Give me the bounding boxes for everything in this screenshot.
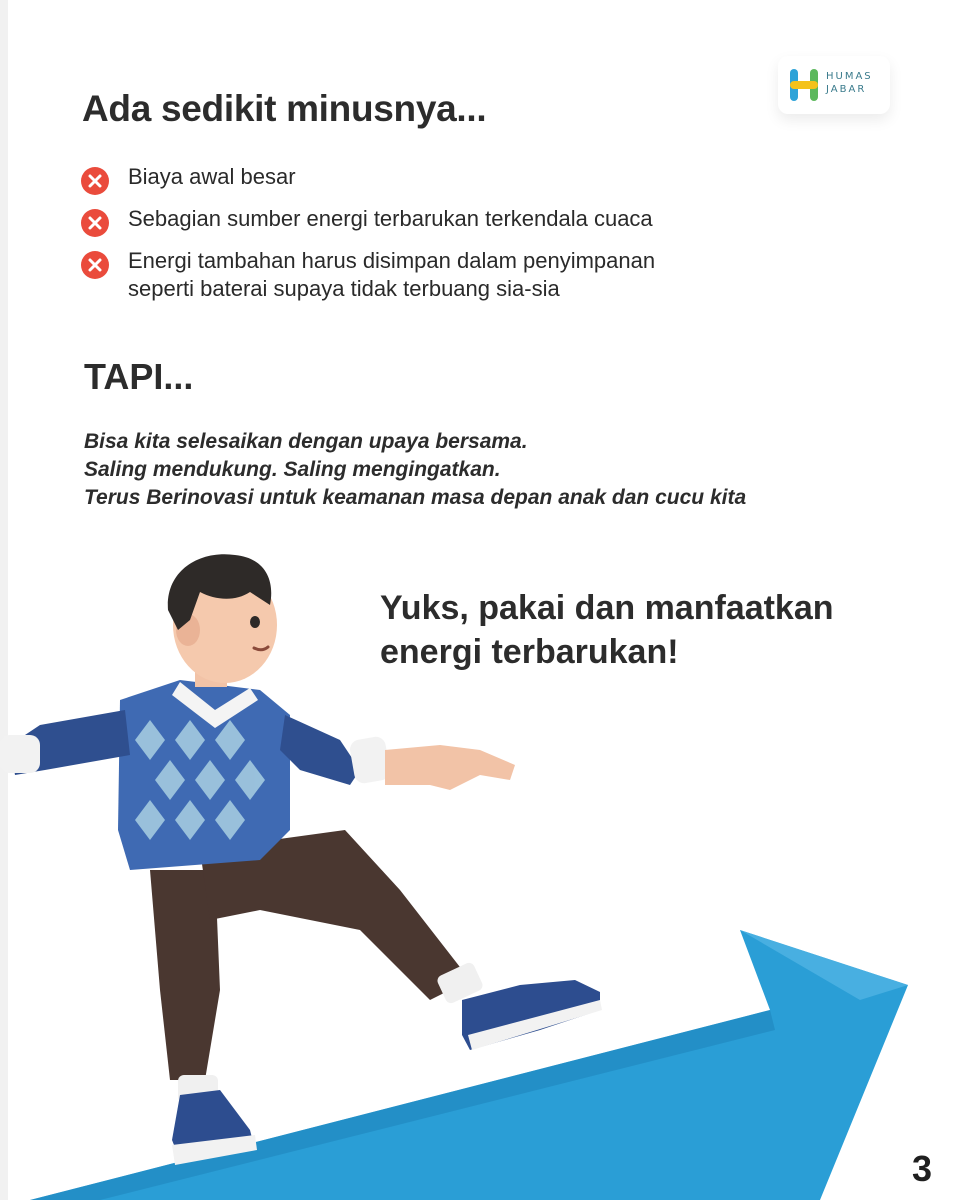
x-circle-icon	[80, 166, 110, 196]
cons-list	[80, 163, 840, 317]
cons-item	[80, 247, 840, 303]
logo-mark-icon	[788, 65, 822, 105]
cons-item-text-line1: Energi tambahan harus disimpan dalam penyimpanan	[128, 248, 656, 273]
x-circle-icon	[80, 250, 110, 280]
page-number: 3	[912, 1148, 933, 1189]
but-heading: TAPI...	[84, 356, 194, 397]
call-to-action	[380, 586, 940, 674]
motto-line: Bisa kita selesaikan dengan upaya bersama.	[84, 430, 528, 453]
cons-item	[80, 205, 840, 233]
cta-line2: energi terbarukan!	[380, 633, 679, 671]
cons-item-text-line2: seperti baterai supaya tidak terbuang sia-sia	[128, 276, 560, 301]
logo-text-line2: JABAR	[826, 84, 867, 95]
cons-heading: Ada sedikit minusnya...	[82, 88, 487, 129]
motto-line: Terus Berinovasi untuk keamanan masa depan anak dan cucu kita	[84, 486, 747, 509]
cons-item-text: Sebagian sumber energi terbarukan terkendala cuaca	[128, 206, 653, 231]
motto-text	[84, 428, 944, 512]
motto-line: Saling mendukung. Saling mengingatkan.	[84, 458, 501, 481]
cons-item	[80, 163, 840, 191]
logo-text	[826, 70, 873, 96]
humas-jabar-logo	[778, 56, 890, 114]
logo-text-line1: HUMAS	[826, 71, 873, 82]
cons-item-text: Biaya awal besar	[128, 164, 296, 189]
cta-line1: Yuks, pakai dan manfaatkan	[380, 589, 834, 627]
x-circle-icon	[80, 208, 110, 238]
